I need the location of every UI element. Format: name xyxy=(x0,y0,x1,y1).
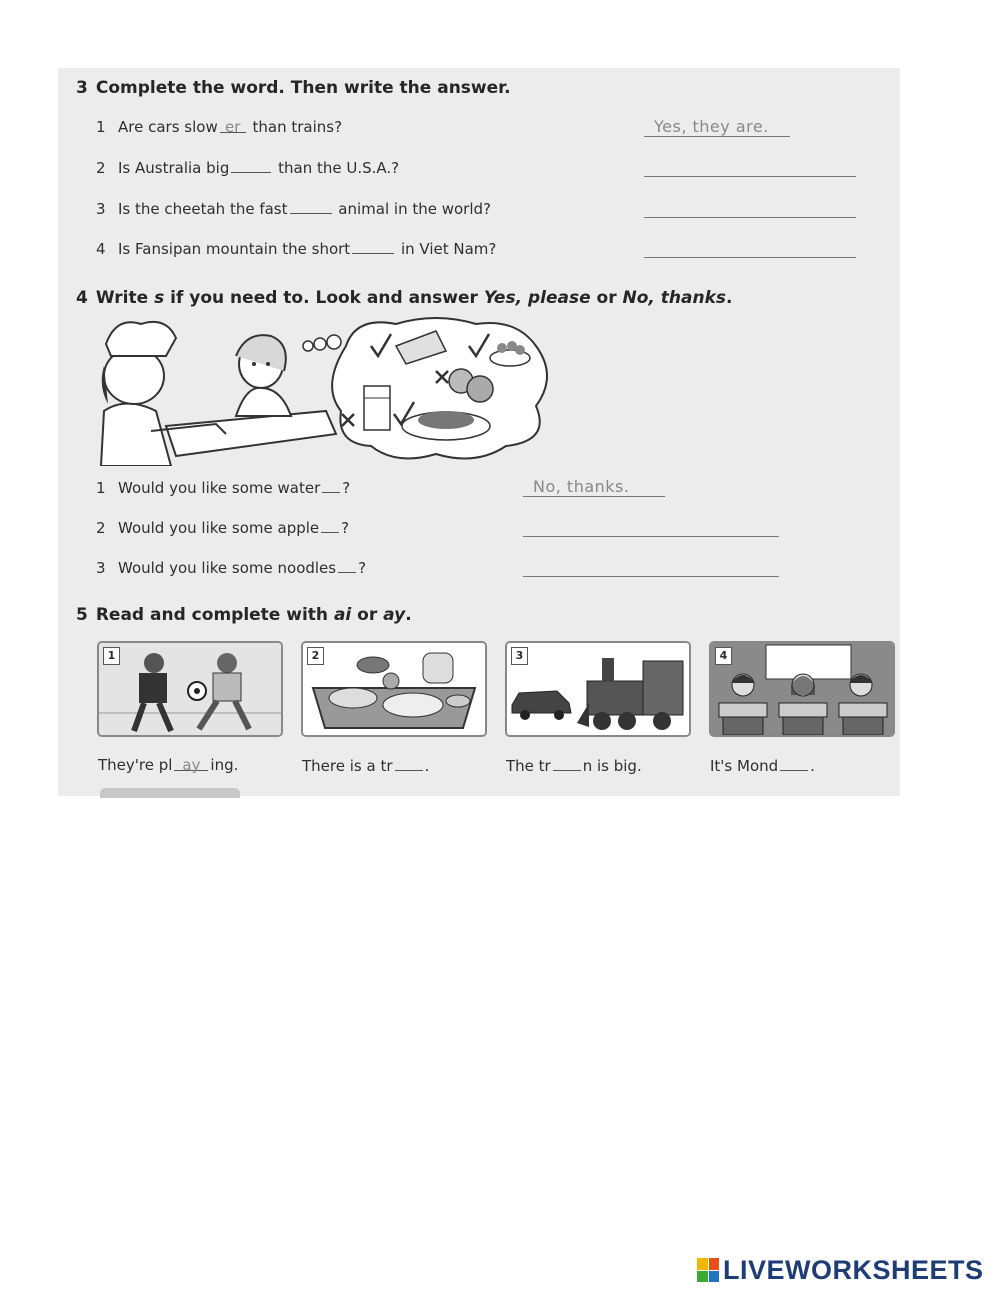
exercise-3-heading: 3 Complete the word. Then write the answer. xyxy=(76,78,511,98)
ex5-blank-2[interactable] xyxy=(395,756,423,771)
ex4-q2-blank[interactable] xyxy=(321,518,339,533)
ex3-question-4: 4 Is Fansipan mountain the short in Viet Nam? xyxy=(96,240,497,258)
ex3-question-1: 1 Are cars slow er than trains? xyxy=(96,118,343,136)
worksheet-page xyxy=(58,68,900,796)
restaurant-illustration xyxy=(96,316,556,466)
ex3-answer-2-field[interactable] xyxy=(644,156,856,177)
ex4-q3-blank[interactable] xyxy=(338,558,356,573)
exercise-4-heading: 4 Write s if you need to. Look and answer Yes, please or No, thanks. xyxy=(76,288,733,308)
ex5-blank-1[interactable]: ay xyxy=(174,756,208,771)
ex4-q1-blank[interactable] xyxy=(322,478,340,493)
ex4-question-1: 1 Would you like some water ? xyxy=(96,479,351,497)
ex4-question-2: 2 Would you like some apple ? xyxy=(96,519,350,537)
exercise-3-title: Complete the word. Then write the answer. xyxy=(95,78,511,98)
classroom-image xyxy=(711,643,893,735)
train-image xyxy=(507,643,689,735)
football-image xyxy=(99,643,281,735)
caption-1: They're pl ay ing. xyxy=(98,756,239,774)
ex4-answer-3-field[interactable] xyxy=(523,556,779,577)
ex3-question-2: 2 Is Australia big than the U.S.A.? xyxy=(96,159,400,177)
ex3-q2-blank[interactable] xyxy=(231,158,271,173)
liveworksheets-logo-icon xyxy=(697,1258,719,1282)
ex4-answer-1-field[interactable]: No, thanks. xyxy=(523,476,665,497)
ex3-answer-3-field[interactable] xyxy=(644,197,856,218)
picture-4-classroom: 4 xyxy=(709,641,895,737)
ex5-blank-3[interactable] xyxy=(553,756,581,771)
tray-image xyxy=(303,643,485,735)
ex4-question-3: 3 Would you like some noodles ? xyxy=(96,559,367,577)
ex4-answer-2-field[interactable] xyxy=(523,516,779,537)
ex5-blank-4[interactable] xyxy=(780,756,808,771)
ex3-q4-blank[interactable] xyxy=(352,239,394,254)
grey-tab xyxy=(100,788,240,798)
picture-3-car-and-train: 3 xyxy=(505,641,691,737)
caption-2: There is a tr . xyxy=(302,757,430,775)
caption-3: The tr n is big. xyxy=(506,757,642,775)
ex3-answer-4-field[interactable] xyxy=(644,237,856,258)
picture-2-tray: 2 xyxy=(301,641,487,737)
brand-name: LIVEWORKSHEETS xyxy=(723,1254,984,1285)
exercise-5-heading: 5 Read and complete with ai or ay. xyxy=(76,605,412,625)
ex3-q1-blank[interactable]: er xyxy=(220,118,246,133)
caption-4: It's Mond . xyxy=(710,757,815,775)
ex3-q3-blank[interactable] xyxy=(290,199,332,214)
picture-1-boys-playing-football: 1 xyxy=(97,641,283,737)
ex3-answer-1-field[interactable]: Yes, they are. xyxy=(644,116,790,137)
ex3-question-3: 3 Is the cheetah the fast animal in the world? xyxy=(96,200,491,218)
liveworksheets-brand[interactable] xyxy=(697,1254,984,1286)
